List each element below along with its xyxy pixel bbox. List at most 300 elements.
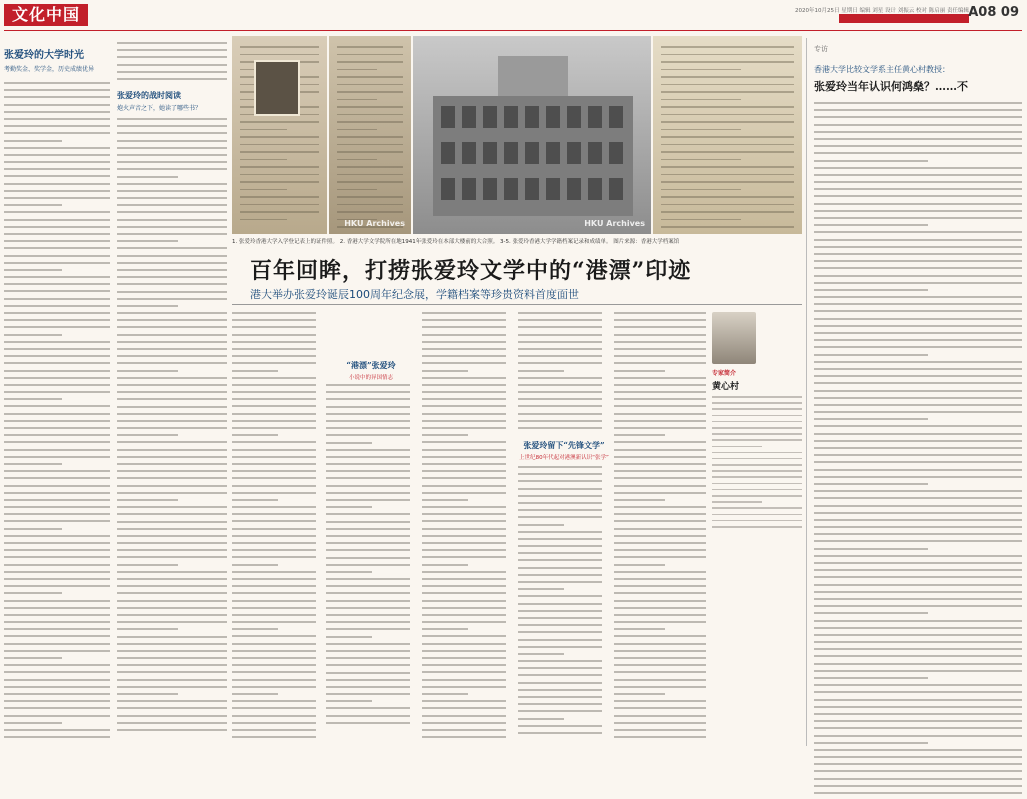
text-line xyxy=(814,634,1022,636)
text-line xyxy=(518,341,602,343)
text-line xyxy=(4,736,110,738)
text-line xyxy=(117,226,227,228)
text-line xyxy=(4,276,110,278)
text-line xyxy=(4,513,110,515)
text-line xyxy=(814,512,1022,514)
text-line xyxy=(117,125,227,127)
text-line xyxy=(422,564,468,566)
text-line xyxy=(518,559,602,561)
text-line xyxy=(712,427,802,429)
text-line xyxy=(518,538,602,540)
document-line xyxy=(240,174,319,176)
text-line xyxy=(518,718,564,720)
text-line xyxy=(422,348,506,350)
text-line xyxy=(422,520,506,522)
text-line xyxy=(232,470,316,472)
building-window xyxy=(546,142,560,164)
text-line xyxy=(814,569,1022,571)
text-line xyxy=(518,703,602,705)
text-line xyxy=(518,624,602,626)
author-box xyxy=(712,312,802,532)
text-line xyxy=(326,585,410,587)
text-line xyxy=(422,362,506,364)
text-line xyxy=(326,449,410,451)
text-line xyxy=(4,226,110,228)
text-line xyxy=(326,549,410,551)
document-line xyxy=(337,121,403,123)
document-line xyxy=(661,204,794,206)
photo-record-card xyxy=(329,36,411,234)
document-line xyxy=(337,234,403,235)
text-line xyxy=(712,396,802,398)
text-line xyxy=(814,576,1022,578)
text-line xyxy=(814,339,1022,341)
text-line xyxy=(117,492,227,494)
document-line xyxy=(661,166,794,168)
text-line xyxy=(814,677,928,679)
text-line xyxy=(326,657,410,659)
text-line xyxy=(518,480,602,482)
text-line xyxy=(232,492,316,494)
text-line xyxy=(4,175,110,177)
text-line xyxy=(326,621,410,623)
text-line xyxy=(4,326,110,328)
building-window xyxy=(525,106,539,128)
text-line xyxy=(518,413,602,415)
photo-group-building xyxy=(413,36,651,234)
text-line xyxy=(117,542,227,544)
text-line xyxy=(326,477,410,479)
text-line xyxy=(117,643,227,645)
text-line xyxy=(4,715,110,717)
text-line xyxy=(326,384,410,386)
text-line xyxy=(614,671,706,673)
document-line xyxy=(240,181,319,183)
text-line xyxy=(614,463,706,465)
text-line xyxy=(4,305,110,307)
text-line xyxy=(326,398,410,400)
text-line xyxy=(422,470,506,472)
text-line xyxy=(614,492,706,494)
text-line xyxy=(518,370,564,372)
text-line xyxy=(614,370,665,372)
text-line xyxy=(4,707,110,709)
text-line xyxy=(518,545,602,547)
document-line xyxy=(337,159,377,161)
text-line xyxy=(117,56,227,58)
text-line xyxy=(518,495,602,497)
text-line xyxy=(117,78,227,80)
text-line xyxy=(117,607,227,609)
text-line xyxy=(326,686,410,688)
text-line xyxy=(712,476,802,478)
document-line xyxy=(337,106,403,108)
text-line xyxy=(814,224,928,226)
text-line xyxy=(712,514,802,516)
text-line xyxy=(232,614,316,616)
text-line xyxy=(614,585,706,587)
text-line xyxy=(232,377,316,379)
document-line xyxy=(240,151,319,153)
text-line xyxy=(614,736,706,738)
text-line xyxy=(232,513,316,515)
text-line xyxy=(814,476,1022,478)
text-line xyxy=(117,42,227,44)
text-line xyxy=(422,319,506,321)
text-line xyxy=(614,413,706,415)
text-line xyxy=(518,355,602,357)
text-line xyxy=(518,595,602,597)
text-line xyxy=(117,470,227,472)
text-line xyxy=(232,485,316,487)
text-line xyxy=(326,535,410,537)
text-line xyxy=(117,334,227,336)
text-line xyxy=(614,542,706,544)
text-line xyxy=(814,404,1022,406)
text-line xyxy=(614,535,706,537)
document-line xyxy=(661,106,794,108)
text-line xyxy=(518,581,602,583)
text-line xyxy=(232,715,316,717)
text-line xyxy=(614,707,706,709)
text-line xyxy=(326,463,410,465)
text-line xyxy=(712,507,802,509)
text-line xyxy=(422,729,506,731)
text-line xyxy=(326,664,410,666)
document-line xyxy=(240,121,319,123)
text-line xyxy=(326,571,372,573)
text-line xyxy=(117,406,227,408)
document-line xyxy=(661,174,794,176)
text-line xyxy=(4,671,110,673)
text-line xyxy=(422,635,506,637)
text-line xyxy=(518,334,602,336)
text-line xyxy=(814,533,1022,535)
text-line xyxy=(117,183,227,185)
text-line xyxy=(422,585,506,587)
building-window xyxy=(609,142,623,164)
text-line xyxy=(4,219,110,221)
text-line xyxy=(422,312,506,314)
university-building xyxy=(433,96,633,216)
document-line xyxy=(661,99,741,101)
document-line xyxy=(661,226,794,228)
text-line xyxy=(117,485,227,487)
text-line xyxy=(4,334,62,336)
text-line xyxy=(117,298,227,300)
text-line xyxy=(4,427,110,429)
text-line xyxy=(614,326,706,328)
text-line xyxy=(232,398,316,400)
subsection-sub-2: 上世纪80年代起对港澳新认识“张学” xyxy=(519,455,609,461)
text-line xyxy=(232,686,316,688)
document-line xyxy=(337,166,403,168)
text-line xyxy=(518,603,602,605)
text-line xyxy=(712,470,802,472)
text-line xyxy=(814,145,1022,147)
text-line xyxy=(232,348,316,350)
text-line xyxy=(518,710,602,712)
text-line xyxy=(117,434,178,436)
photo-caption: 1. 张爱玲香港大学入学登记表上的证件照。 2. 香港大学文学院所在地1941年张爱玲在本部大楼前的大合照。 3-5. 张爱玲香港大学学籍档案记录和成绩单。 图片来源：香港大学档案馆 xyxy=(232,239,680,245)
document-line xyxy=(240,189,287,191)
building-window xyxy=(462,142,476,164)
text-line xyxy=(4,104,110,106)
text-line xyxy=(518,631,602,633)
text-line xyxy=(712,464,802,466)
text-line xyxy=(4,348,110,350)
text-line xyxy=(614,686,706,688)
text-line xyxy=(814,390,1022,392)
document-line xyxy=(661,84,794,86)
text-line xyxy=(4,585,110,587)
text-line xyxy=(326,557,410,559)
text-line xyxy=(232,312,316,314)
text-line xyxy=(4,470,110,472)
text-line xyxy=(814,282,1022,284)
text-line xyxy=(518,516,602,518)
text-line xyxy=(814,260,1022,262)
text-line xyxy=(4,190,110,192)
text-line xyxy=(614,355,706,357)
interview-body-text xyxy=(814,102,1022,794)
document-line xyxy=(337,91,403,93)
issue-banner xyxy=(839,14,969,23)
text-line xyxy=(614,600,706,602)
text-line xyxy=(117,204,227,206)
text-line xyxy=(422,679,506,681)
text-line xyxy=(117,319,227,321)
text-line xyxy=(117,140,227,142)
text-line xyxy=(117,398,227,400)
text-line xyxy=(4,233,110,235)
text-line xyxy=(326,492,410,494)
text-line xyxy=(518,312,602,314)
text-line xyxy=(117,628,178,630)
text-line xyxy=(422,686,506,688)
text-line xyxy=(117,657,227,659)
text-line xyxy=(117,686,227,688)
text-line xyxy=(422,722,506,724)
text-line xyxy=(326,722,410,724)
text-line xyxy=(117,506,227,508)
text-line xyxy=(422,420,506,422)
subsection-sub-1: 小说中的异国情志 xyxy=(348,375,393,381)
text-line xyxy=(712,415,802,417)
building-window xyxy=(567,106,581,128)
building-window xyxy=(567,178,581,200)
text-line xyxy=(518,567,602,569)
text-line xyxy=(326,499,410,501)
document-line xyxy=(661,136,794,138)
text-line xyxy=(117,312,227,314)
text-line xyxy=(614,377,706,379)
col2-title: 张爱玲的战时阅读 xyxy=(117,90,181,100)
text-line xyxy=(814,663,1022,665)
text-line xyxy=(4,614,110,616)
text-line xyxy=(814,727,1022,729)
text-line xyxy=(614,722,706,724)
text-line xyxy=(422,556,506,558)
text-line xyxy=(4,262,110,264)
text-line xyxy=(422,477,506,479)
text-line xyxy=(4,700,110,702)
text-line xyxy=(422,492,506,494)
text-line xyxy=(4,211,110,213)
text-line xyxy=(614,362,706,364)
building-window xyxy=(441,142,455,164)
text-line xyxy=(326,513,410,515)
document-line xyxy=(661,211,794,213)
text-line xyxy=(518,319,602,321)
photo-registration-form xyxy=(232,36,327,234)
text-line xyxy=(712,495,802,497)
body-column-5 xyxy=(614,312,706,743)
document-line xyxy=(240,136,319,138)
text-line xyxy=(814,562,1022,564)
document-line xyxy=(337,61,403,63)
text-line xyxy=(814,785,1022,787)
text-line xyxy=(422,657,506,659)
text-line xyxy=(814,109,1022,111)
text-line xyxy=(422,434,468,436)
text-line xyxy=(814,195,1022,197)
text-line xyxy=(814,246,1022,248)
text-line xyxy=(326,420,410,422)
text-line xyxy=(326,391,410,393)
text-line xyxy=(814,332,1022,334)
text-line xyxy=(326,707,410,709)
text-line xyxy=(4,420,110,422)
text-line xyxy=(422,592,506,594)
text-line xyxy=(4,377,110,379)
text-line xyxy=(232,736,316,738)
building-window xyxy=(525,178,539,200)
text-line xyxy=(4,398,62,400)
text-line xyxy=(614,528,706,530)
interview-title-line2: 张爱玲当年认识何鸿燊？……不 xyxy=(814,80,968,93)
archive-watermark: HKU Archives xyxy=(344,219,405,228)
author-name: 黄心村 xyxy=(712,382,740,392)
text-line xyxy=(814,354,928,356)
text-line xyxy=(4,290,110,292)
text-line xyxy=(232,520,316,522)
text-line xyxy=(117,154,227,156)
text-line xyxy=(814,203,1022,205)
document-line xyxy=(337,84,403,86)
text-line xyxy=(117,549,227,551)
text-line xyxy=(232,621,316,623)
text-line xyxy=(422,413,506,415)
text-line xyxy=(4,499,110,501)
text-line xyxy=(117,370,178,372)
text-line xyxy=(326,456,410,458)
text-line xyxy=(232,679,316,681)
text-line xyxy=(814,447,1022,449)
document-line xyxy=(661,61,794,63)
text-line xyxy=(422,456,506,458)
text-line xyxy=(814,116,1022,118)
text-line xyxy=(614,384,706,386)
text-line xyxy=(117,276,227,278)
text-line xyxy=(4,492,110,494)
building-window xyxy=(588,106,602,128)
main-subheadline: 港大举办张爱玲诞辰100周年纪念展，学籍档案等珍贵资料首度面世 xyxy=(250,288,579,301)
text-line xyxy=(117,499,178,501)
building-window xyxy=(546,178,560,200)
text-line xyxy=(614,319,706,321)
text-line xyxy=(814,641,1022,643)
text-line xyxy=(614,700,706,702)
text-line xyxy=(326,700,372,702)
text-line xyxy=(232,571,316,573)
author-bio xyxy=(712,396,802,528)
text-line xyxy=(4,621,110,623)
text-line xyxy=(117,535,227,537)
building-roof xyxy=(498,56,568,96)
text-line xyxy=(712,408,802,410)
text-line xyxy=(422,355,506,357)
text-line xyxy=(326,434,410,436)
masthead xyxy=(0,0,1027,32)
text-line xyxy=(4,571,110,573)
text-line xyxy=(422,650,506,652)
text-line xyxy=(712,402,802,404)
text-line xyxy=(518,466,602,468)
document-line xyxy=(661,121,794,123)
text-line xyxy=(4,111,110,113)
text-line xyxy=(117,262,227,264)
text-line xyxy=(232,427,316,429)
text-line xyxy=(326,628,410,630)
text-line xyxy=(422,700,506,702)
text-line xyxy=(518,653,564,655)
text-line xyxy=(326,715,410,717)
text-line xyxy=(117,291,227,293)
document-line xyxy=(661,189,741,191)
document-line xyxy=(661,129,741,131)
subsection-title-1: “港漂”张爱玲 xyxy=(346,360,396,370)
text-line xyxy=(4,592,62,594)
text-line xyxy=(422,614,506,616)
text-line xyxy=(814,418,928,420)
text-line xyxy=(422,664,506,666)
text-line xyxy=(117,269,227,271)
document-line xyxy=(661,196,794,198)
text-line xyxy=(4,413,110,415)
text-line xyxy=(518,509,602,511)
document-line xyxy=(240,166,319,168)
text-line xyxy=(117,456,227,458)
text-line xyxy=(814,792,1022,794)
text-line xyxy=(614,499,665,501)
text-line xyxy=(614,513,706,515)
text-line xyxy=(712,421,802,423)
text-line xyxy=(326,693,410,695)
text-line xyxy=(326,413,410,415)
interview-title-line1: 香港大学比较文学系主任黄心村教授： xyxy=(814,65,950,74)
document-line xyxy=(337,144,403,146)
text-line xyxy=(712,452,802,454)
building-window xyxy=(483,178,497,200)
text-line xyxy=(518,488,602,490)
main-headline: 百年回眸，打捞张爱玲文学中的“港漂”印迹 xyxy=(250,258,692,284)
text-line xyxy=(117,132,227,134)
text-line xyxy=(326,528,410,530)
text-line xyxy=(422,463,506,465)
text-line xyxy=(232,664,316,666)
text-line xyxy=(326,679,410,681)
